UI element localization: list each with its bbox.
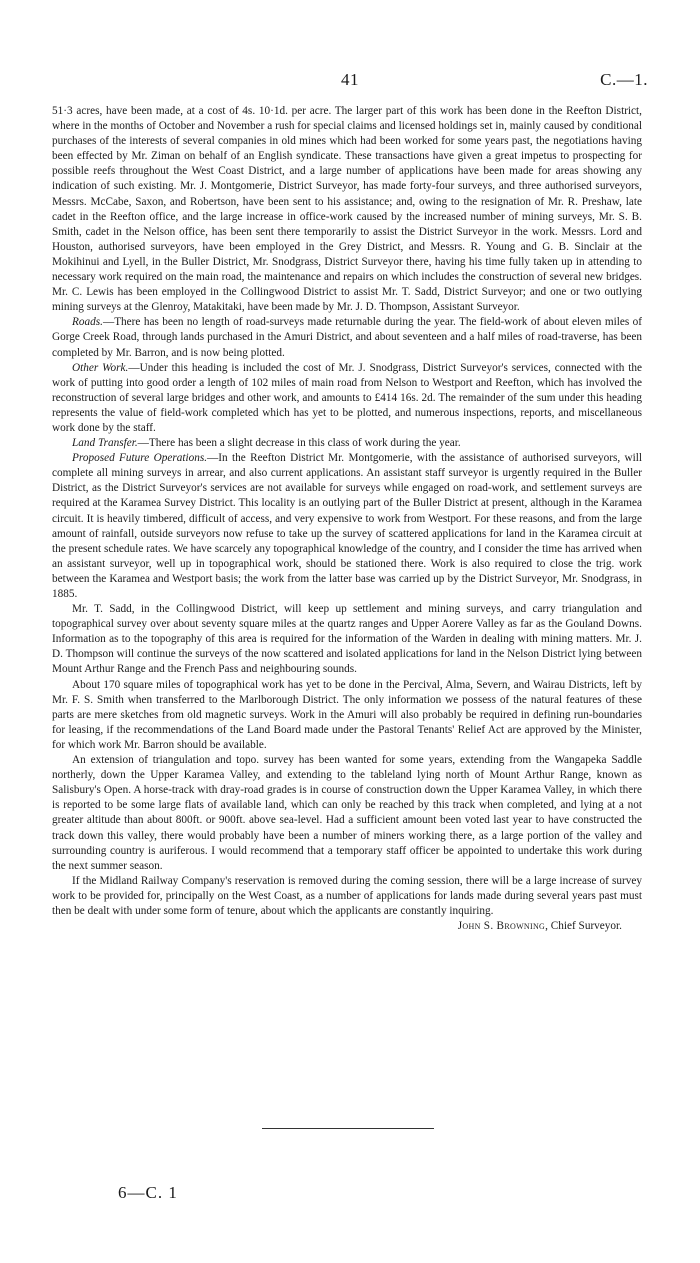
section-heading-proposed-operations: Proposed Future Operations. xyxy=(72,452,208,465)
signature xyxy=(52,919,642,934)
printer-signature-mark: 6—C. 1 xyxy=(118,1183,178,1202)
paragraph-midland-railway xyxy=(52,874,642,919)
paragraph-other-work xyxy=(52,361,642,436)
paragraph-proposed-operations xyxy=(52,451,642,602)
closing-rule xyxy=(262,1128,434,1129)
paragraph-topographical-work xyxy=(52,678,642,753)
signatory-title: , Chief Surveyor. xyxy=(545,920,622,933)
paragraph-collingwood xyxy=(52,602,642,677)
paragraph-text: 51·3 acres, have been made, at a cost of 4s. 10·1d. per acre. The larger part of this work has been done in the Reefton District, where in the months of October and November a rush for special claims and licensed holdings set in, mainly caused by conditional purchases of the interests of several companies in old mines which had been worked for some years past, the negotiations having been effected by Mr. Ziman on behalf of an English syndicate. These transactions have given a great impetus to prospecting for possible reefs throughout the West Coast District, and a large number of applications have been made for areas showing any indication of such existing. Mr. J. Montgomerie, District Surveyor, has made forty-four surveys, and three authorised surveyors, Messrs. McCabe, Saxon, and Robertson, have been sent to his assistance; and, owing to the resignation of Mr. R. Preshaw, late cadet in the Reefton office, and the large increase in office-work caused by the increased number of mining surveys, Mr. S. B. Smith, cadet in the Nelson office, has been sent there temporarily to assist the District Surveyor in the work. Messrs. Lord and Houston, authorised surveyors, have been employed in the Grey District, and Messrs. R. Young and G. B. Sinclair at the Mokihinui and Lyell, in the Buller District, Mr. Snodgrass, District Surveyor there, having his time fully taken up in attending to necessary work required on the main road, the maintenance and repairs on which includes the construction of several new bridges. Mr. C. Lewis has been employed in the Collingwood District to assist Mr. T. Sadd, District Surveyor; and one or two outlying mining surveys at the Glenroy, Matakitaki, have been made by Mr. J. D. Thompson, Assistant Surveyor. xyxy=(52,105,642,314)
report-body xyxy=(52,104,642,934)
document-reference: C.—1. xyxy=(600,70,648,89)
paragraph-text: —There has been no length of road-surveys made returnable during the year. The field-work of about eleven miles of Gorge Creek Road, through lands purchased in the Amuri District, and about seventeen and a half miles of road-traverse, has been completed by Mr. Barron, and is now being plotted. xyxy=(52,316,642,359)
paragraph-land-transfer xyxy=(52,436,642,451)
paragraph-text: —There has been a slight decrease in this class of work during the year. xyxy=(137,437,461,450)
paragraph-roads xyxy=(52,315,642,360)
paragraph-text: —Under this heading is included the cost of Mr. J. Snodgrass, District Surveyor's services, connected with the work of putting into good order a length of 102 miles of main road from Nelson to Westport and Reefton, which has involved the reconstruction of several large bridges and other work, and amounts to £414 16s. 2d. The remainder of the sum under this heading represents the value of field-work completed which has yet to be plotted, and numerous inspections, reports, and miscellaneous work done by the staff. xyxy=(52,361,643,434)
section-heading-other-work: Other Work. xyxy=(72,361,129,374)
signatory-name: John S. Browning xyxy=(457,920,546,933)
paragraph-mining-surveys xyxy=(52,104,642,315)
paragraph-text: Mr. T. Sadd, in the Collingwood District, will keep up settlement and mining surveys, and carry triangulation and topographical survey over about seventy square miles at the quartz ranges and Upper Aorere Valley as far as the Gouland Downs. Information as to the topography of this area is required for the information of the Warden in dealing with mining matters. Mr. J. D. Thompson will continue the surveys of the now scattered and isolated applications for land in the Nelson District lying between Mount Arthur Range and the French Pass and neighbouring sounds. xyxy=(52,603,642,676)
section-heading-roads: Roads. xyxy=(72,316,103,329)
section-heading-land-transfer: Land Transfer. xyxy=(72,437,138,450)
paragraph-text: —In the Reefton District Mr. Montgomerie, with the assistance of authorised surveyors, will complete all mining surveys in arrear, and also current applications. An assistant staff surveyor is urgently required in the Buller District, as the District Surveyor's services are not available for surveys while engaged on road-work, and settlement surveys are required at the Karamea Survey District. This locality is an outlying part of the Buller District at present, although in the Karamea circuit. It is heavily timbered, difficult of access, and very expensive to work from Westport. For these reasons, and from the large amount of rainfall, outside surveyors now refuse to take up the survey of scattered applications for land in the Karamea circuit at the present schedule rates. We have scarcely any topographical knowledge of the country, and I consider the time has arrived when an assistant surveyor, well up in topographical work, should be stationed there. Work is also required to close the trig. work between the Karamea and Westport basis; the work from the latter base was carried up by the District Surveyor, Mr. Snodgrass, in 1885. xyxy=(52,452,642,600)
paragraph-text: About 170 square miles of topographical work has yet to be done in the Percival, Alma, Severn, and Wairau Districts, left by Mr. F. S. Smith when transferred to the Marlborough District. The only information we possess of the natural features of these parts are mere sketches from old magnetic surveys. Work in the Amuri will also probably be required in defining run-boundaries for leasing, if the recommendations of the Land Board made under the Pastoral Tenants' Relief Act are approved by the Minister, for which work Mr. Barron should be available. xyxy=(52,678,642,751)
paragraph-text: If the Midland Railway Company's reservation is removed during the coming session, there will be a large increase of survey work to be provided for, principally on the West Coast, as a number of applications for lands made during several years past must then be dealt with under some form of tenure, about which the applicants are constantly inquiring. xyxy=(52,874,642,917)
page-number: 41 xyxy=(341,70,359,89)
paragraph-text: An extension of triangulation and topo. survey has been wanted for some years, extending from the Wangapeka Saddle northerly, down the Upper Karamea Valley, and extending to the tableland lying north of Mount Arthur Range, known as Salisbury's Open. A horse-track with dray-road grades is in course of construction down the Upper Karamea Valley, in which there is reported to be some large flats of available land, which can only be reached by this track when completed, and lying at a not greater altitude than about 800ft. or 900ft. above sea-level. Had a sufficient amount been voted last year to have constructed the track down this valley, there would probably have been a number of miners working there, as a large portion of the valley and surrounding country is auriferous. I would recommend that a temporary staff officer be appointed to undertake this work during the next summer season. xyxy=(52,754,642,872)
paragraph-triangulation xyxy=(52,753,642,874)
